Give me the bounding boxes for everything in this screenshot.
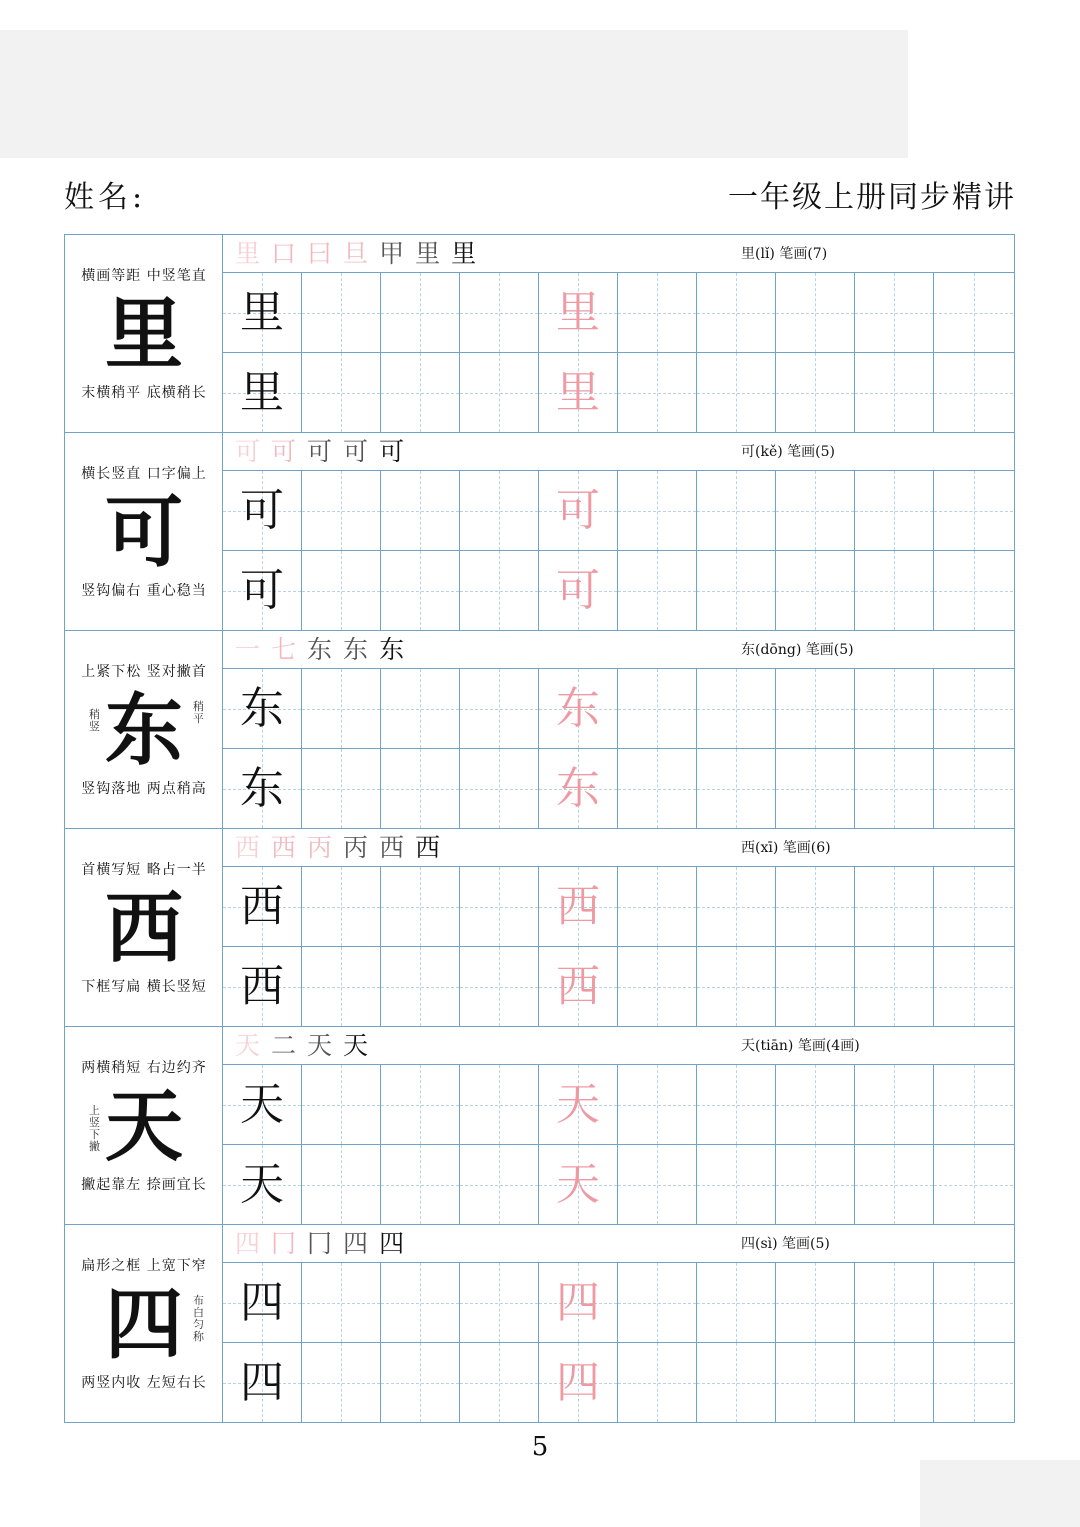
practice-sheet: [64, 234, 1015, 1423]
grid-cell[interactable]: [855, 1263, 934, 1342]
grid-cell[interactable]: [618, 867, 697, 946]
stroke-step: 里: [415, 239, 441, 268]
stroke-order-bar: [223, 829, 1014, 867]
stroke-step: 天: [343, 1031, 369, 1060]
grid-cell[interactable]: [776, 669, 855, 748]
char-info: 东(dōng) 笔画(5): [741, 642, 854, 658]
grid-cell[interactable]: [460, 471, 539, 550]
grid-cell[interactable]: [302, 867, 381, 946]
practice-area: [223, 829, 1014, 1026]
stroke-step: 七: [271, 635, 297, 664]
grid-cell[interactable]: [460, 551, 539, 630]
stroke-order-bar: [223, 235, 1014, 273]
char-info: 里(lǐ) 笔画(7): [741, 246, 828, 262]
writing-grid: [223, 471, 1014, 630]
grid-cell[interactable]: [776, 947, 855, 1026]
grid-cell[interactable]: [539, 1343, 618, 1422]
grid-cell[interactable]: [776, 353, 855, 432]
trace-character: 四: [556, 1277, 600, 1328]
stroke-step: 曰: [307, 239, 333, 268]
side-note-right: 布白匀称: [193, 1294, 204, 1343]
grid-row: [223, 947, 1014, 1026]
stroke-step: 冂: [271, 1229, 297, 1258]
stroke-step: 四: [379, 1229, 405, 1258]
grid-cell[interactable]: [460, 353, 539, 432]
grid-cell[interactable]: [934, 353, 1013, 432]
grid-cell[interactable]: [539, 1145, 618, 1224]
grid-cell[interactable]: [855, 947, 934, 1026]
grid-cell[interactable]: [302, 471, 381, 550]
stroke-step: 旦: [343, 239, 369, 268]
stroke-step: 可: [343, 437, 369, 466]
grid-cell[interactable]: [381, 273, 460, 352]
grid-cell[interactable]: [381, 749, 460, 828]
grid-cell[interactable]: [776, 749, 855, 828]
grid-cell[interactable]: [302, 1065, 381, 1144]
trace-character: 四: [556, 1357, 600, 1408]
grid-cell[interactable]: [223, 867, 302, 946]
grid-cell[interactable]: [302, 749, 381, 828]
writing-grid: [223, 1263, 1014, 1422]
grid-row: [223, 273, 1014, 353]
page-number: 5: [531, 1432, 549, 1462]
grid-cell[interactable]: [381, 353, 460, 432]
grid-cell[interactable]: [776, 273, 855, 352]
grid-cell[interactable]: [618, 947, 697, 1026]
sample-character: 东: [240, 683, 284, 734]
grid-cell[interactable]: [776, 471, 855, 550]
grid-cell[interactable]: [539, 353, 618, 432]
grid-cell[interactable]: [855, 1065, 934, 1144]
sample-character: 里: [240, 367, 284, 418]
grid-row: [223, 471, 1014, 551]
practice-area: [223, 631, 1014, 828]
stroke-step: 可: [307, 437, 333, 466]
grid-cell[interactable]: [697, 1145, 776, 1224]
sample-character: 天: [240, 1159, 284, 1210]
grid-cell[interactable]: [223, 471, 302, 550]
stroke-step: 丙: [343, 833, 369, 862]
grid-cell[interactable]: [460, 1263, 539, 1342]
grid-cell[interactable]: [539, 749, 618, 828]
char-info: 可(kě) 笔画(5): [741, 444, 835, 460]
stroke-step: 可: [271, 437, 297, 466]
stroke-step: 可: [379, 437, 405, 466]
writing-grid: [223, 273, 1014, 432]
grid-cell[interactable]: [539, 1065, 618, 1144]
grid-cell[interactable]: [934, 273, 1013, 352]
practice-area: [223, 235, 1014, 432]
grid-row: [223, 1343, 1014, 1422]
grid-cell[interactable]: [460, 669, 539, 748]
grid-cell[interactable]: [934, 669, 1013, 748]
practice-area: [223, 433, 1014, 630]
grid-row: [223, 551, 1014, 630]
grid-cell[interactable]: [697, 867, 776, 946]
grid-cell[interactable]: [460, 947, 539, 1026]
grid-cell[interactable]: [539, 669, 618, 748]
stroke-step: 一: [235, 635, 261, 664]
grid-cell[interactable]: [618, 669, 697, 748]
tip-bottom: 竖钩落地 两点稍高: [81, 781, 207, 797]
grid-cell[interactable]: [618, 749, 697, 828]
grid-cell[interactable]: [381, 1065, 460, 1144]
char-tips-panel: [65, 1225, 223, 1422]
grid-cell[interactable]: [697, 273, 776, 352]
grid-cell[interactable]: [302, 551, 381, 630]
model-character: 天: [104, 1082, 183, 1172]
grid-cell[interactable]: [618, 1065, 697, 1144]
sample-character: 东: [240, 763, 284, 814]
char-block: [65, 1027, 1014, 1225]
trace-character: 里: [556, 367, 600, 418]
grid-cell[interactable]: [618, 353, 697, 432]
tip-top: 首横写短 略占一半: [81, 862, 207, 878]
tip-bottom: 竖钩偏右 重心稳当: [81, 583, 207, 599]
grid-cell[interactable]: [697, 353, 776, 432]
grid-cell[interactable]: [539, 273, 618, 352]
grid-cell[interactable]: [934, 471, 1013, 550]
grid-cell[interactable]: [776, 1145, 855, 1224]
tip-top: 横画等距 中竖笔直: [81, 268, 207, 284]
grid-row: [223, 867, 1014, 947]
stroke-step: 西: [235, 833, 261, 862]
grid-cell[interactable]: [381, 1263, 460, 1342]
grid-row: [223, 749, 1014, 828]
grid-cell[interactable]: [855, 1145, 934, 1224]
grid-row: [223, 669, 1014, 749]
writing-grid: [223, 669, 1014, 828]
trace-character: 可: [556, 565, 600, 616]
tip-bottom: 下框写扁 横长竖短: [81, 979, 207, 995]
tip-bottom: 撇起靠左 捺画宜长: [81, 1177, 207, 1193]
grid-cell[interactable]: [539, 947, 618, 1026]
grid-cell[interactable]: [223, 947, 302, 1026]
grid-cell[interactable]: [381, 471, 460, 550]
grid-cell[interactable]: [302, 947, 381, 1026]
trace-character: 西: [556, 881, 600, 932]
tip-top: 横长竖直 口字偏上: [81, 466, 207, 482]
trace-character: 天: [556, 1079, 600, 1130]
sample-character: 可: [240, 485, 284, 536]
grid-cell[interactable]: [460, 273, 539, 352]
grid-cell[interactable]: [776, 867, 855, 946]
grid-cell[interactable]: [460, 1343, 539, 1422]
grid-cell[interactable]: [381, 669, 460, 748]
stroke-step: 天: [307, 1031, 333, 1060]
grid-cell[interactable]: [697, 551, 776, 630]
model-character: 东: [104, 686, 183, 776]
sample-character: 四: [240, 1277, 284, 1328]
grid-row: [223, 1145, 1014, 1224]
grid-cell[interactable]: [460, 1145, 539, 1224]
bottom-blank-band: [920, 1460, 1080, 1527]
grid-cell[interactable]: [776, 1263, 855, 1342]
grid-cell[interactable]: [697, 947, 776, 1026]
grid-cell[interactable]: [855, 273, 934, 352]
side-note-right: 稍平: [193, 700, 204, 725]
tip-top: 上紧下松 竖对撇首: [81, 664, 207, 680]
grid-cell[interactable]: [223, 1145, 302, 1224]
grid-cell[interactable]: [934, 551, 1013, 630]
model-character: 可: [104, 488, 183, 578]
grid-cell[interactable]: [934, 867, 1013, 946]
grid-cell[interactable]: [223, 1065, 302, 1144]
grid-cell[interactable]: [302, 1263, 381, 1342]
stroke-step: 四: [343, 1229, 369, 1258]
stroke-step: 二: [271, 1031, 297, 1060]
grid-cell[interactable]: [618, 471, 697, 550]
book-title: 一年级上册同步精讲: [728, 180, 1016, 215]
grid-cell[interactable]: [302, 273, 381, 352]
stroke-step: 西: [379, 833, 405, 862]
grid-cell[interactable]: [855, 749, 934, 828]
grid-cell[interactable]: [381, 1145, 460, 1224]
tip-bottom: 两竖内收 左短右长: [81, 1375, 207, 1391]
grid-cell[interactable]: [302, 1145, 381, 1224]
char-tips-panel: [65, 433, 223, 630]
practice-area: [223, 1225, 1014, 1422]
stroke-step: 里: [451, 239, 477, 268]
grid-cell[interactable]: [697, 1343, 776, 1422]
grid-cell[interactable]: [855, 353, 934, 432]
tip-bottom: 末横稍平 底横稍长: [81, 385, 207, 401]
char-tips-panel: [65, 631, 223, 828]
grid-cell[interactable]: [539, 1263, 618, 1342]
sample-character: 西: [240, 881, 284, 932]
tip-top: 扁形之框 上宽下窄: [81, 1258, 207, 1274]
grid-cell[interactable]: [855, 471, 934, 550]
stroke-step: 天: [235, 1031, 261, 1060]
grid-cell[interactable]: [381, 867, 460, 946]
trace-character: 可: [556, 485, 600, 536]
grid-cell[interactable]: [855, 867, 934, 946]
grid-cell[interactable]: [934, 947, 1013, 1026]
grid-cell[interactable]: [223, 1263, 302, 1342]
stroke-step: 冂: [307, 1229, 333, 1258]
grid-cell[interactable]: [697, 669, 776, 748]
grid-cell[interactable]: [776, 1065, 855, 1144]
grid-cell[interactable]: [539, 867, 618, 946]
grid-cell[interactable]: [618, 1145, 697, 1224]
char-block: [65, 1225, 1014, 1422]
sample-character: 可: [240, 565, 284, 616]
side-note-left: 稍竖: [89, 708, 100, 733]
char-tips-panel: [65, 829, 223, 1026]
char-block: [65, 235, 1014, 433]
stroke-step: 东: [379, 635, 405, 664]
grid-cell[interactable]: [381, 947, 460, 1026]
grid-cell[interactable]: [381, 551, 460, 630]
grid-cell[interactable]: [539, 551, 618, 630]
grid-cell[interactable]: [697, 1065, 776, 1144]
char-block: [65, 631, 1014, 829]
grid-cell[interactable]: [618, 551, 697, 630]
grid-cell[interactable]: [855, 669, 934, 748]
stroke-order-bar: [223, 433, 1014, 471]
trace-character: 里: [556, 287, 600, 338]
trace-character: 西: [556, 961, 600, 1012]
side-note-left: 上竖下撇: [89, 1104, 100, 1153]
stroke-step: 可: [235, 437, 261, 466]
grid-cell[interactable]: [776, 1343, 855, 1422]
writing-grid: [223, 1065, 1014, 1224]
grid-cell[interactable]: [223, 353, 302, 432]
stroke-step: 口: [271, 239, 297, 268]
grid-cell[interactable]: [460, 749, 539, 828]
stroke-step: 甲: [379, 239, 405, 268]
student-name-label: 姓名:: [64, 180, 147, 215]
grid-cell[interactable]: [776, 551, 855, 630]
stroke-step: 西: [415, 833, 441, 862]
grid-cell[interactable]: [697, 471, 776, 550]
stroke-step: 丙: [307, 833, 333, 862]
stroke-order-bar: [223, 631, 1014, 669]
grid-cell[interactable]: [697, 1263, 776, 1342]
grid-row: [223, 1263, 1014, 1343]
grid-cell[interactable]: [934, 1145, 1013, 1224]
grid-cell[interactable]: [618, 273, 697, 352]
grid-cell[interactable]: [934, 749, 1013, 828]
grid-cell[interactable]: [934, 1065, 1013, 1144]
grid-cell[interactable]: [460, 867, 539, 946]
grid-cell[interactable]: [223, 669, 302, 748]
char-block: [65, 829, 1014, 1027]
stroke-step: 西: [271, 833, 297, 862]
sample-character: 西: [240, 961, 284, 1012]
char-info: 天(tiān) 笔画(4画): [741, 1038, 860, 1054]
model-character: 四: [104, 1280, 183, 1370]
grid-row: [223, 353, 1014, 432]
grid-cell[interactable]: [302, 1343, 381, 1422]
grid-cell[interactable]: [934, 1343, 1013, 1422]
model-character: 里: [104, 290, 183, 380]
stroke-step: 东: [343, 635, 369, 664]
stroke-order-bar: [223, 1225, 1014, 1263]
grid-cell[interactable]: [618, 1263, 697, 1342]
char-info: 四(sì) 笔画(5): [741, 1236, 830, 1252]
grid-cell[interactable]: [223, 273, 302, 352]
model-character: 西: [104, 884, 183, 974]
stroke-step: 里: [235, 239, 261, 268]
char-tips-panel: [65, 235, 223, 432]
trace-character: 东: [556, 763, 600, 814]
grid-cell[interactable]: [223, 551, 302, 630]
grid-cell[interactable]: [302, 353, 381, 432]
grid-cell[interactable]: [223, 1343, 302, 1422]
sample-character: 里: [240, 287, 284, 338]
stroke-step: 东: [307, 635, 333, 664]
grid-cell[interactable]: [223, 749, 302, 828]
trace-character: 东: [556, 683, 600, 734]
char-tips-panel: [65, 1027, 223, 1224]
grid-cell[interactable]: [539, 471, 618, 550]
grid-cell[interactable]: [460, 1065, 539, 1144]
grid-cell[interactable]: [381, 1343, 460, 1422]
grid-cell[interactable]: [855, 1343, 934, 1422]
stroke-step: 四: [235, 1229, 261, 1258]
tip-top: 两横稍短 右边约齐: [81, 1060, 207, 1076]
grid-cell[interactable]: [618, 1343, 697, 1422]
grid-cell[interactable]: [697, 749, 776, 828]
grid-row: [223, 1065, 1014, 1145]
grid-cell[interactable]: [855, 551, 934, 630]
top-blank-band: [0, 30, 908, 158]
sample-character: 四: [240, 1357, 284, 1408]
sample-character: 天: [240, 1079, 284, 1130]
trace-character: 天: [556, 1159, 600, 1210]
writing-grid: [223, 867, 1014, 1026]
practice-area: [223, 1027, 1014, 1224]
char-info: 西(xī) 笔画(6): [741, 840, 831, 856]
grid-cell[interactable]: [302, 669, 381, 748]
grid-cell[interactable]: [934, 1263, 1013, 1342]
char-block: [65, 433, 1014, 631]
stroke-order-bar: [223, 1027, 1014, 1065]
